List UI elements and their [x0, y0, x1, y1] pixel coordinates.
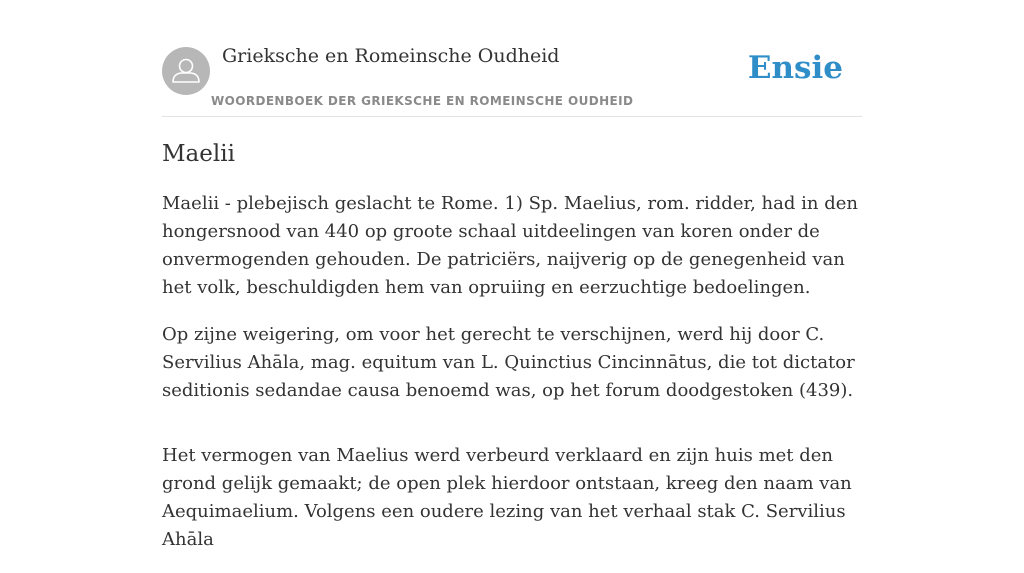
- article-paragraph-2: Op zijne weigering, om voor het gerecht te verschijnen, werd hij door C. Servilius Ahāla, mag. equitum van L. Quinctius Cincinnātus, die tot dictator seditionis sedandae causa benoemd was, op het forum doodgestoken (439).: [162, 324, 855, 401]
- site-subtitle: WOORDENBOEK DER GRIEKSCHE EN ROMEINSCHE OUDHEID: [211, 94, 634, 108]
- site-header: [162, 0, 862, 117]
- site-title[interactable]: Grieksche en Romeinsche Oudheid: [222, 45, 560, 67]
- article-title: Maelii: [162, 141, 235, 167]
- ensie-logo[interactable]: Ensie: [747, 50, 843, 86]
- article: [162, 138, 872, 573]
- user-icon[interactable]: [162, 47, 210, 95]
- article-paragraph-3: Het vermogen van Maelius werd verbeurd verklaard en zijn huis met den grond gelijk gemaakt; de open plek hierdoor ontstaan, kreeg den naam van Aequimaelium. Volgens een oudere lezing van het verhaal stak C. Servilius Ahāla: [162, 445, 852, 550]
- article-paragraph-1: Maelii - plebejisch geslacht te Rome. 1) Sp. Maelius, rom. ridder, had in den hongersnood van 440 op groote schaal uitdeelingen van koren onder de onvermogenden gehouden. De patriciërs, naijverig op de genegenheid van het volk, beschuldigden hem van opruiing en eerzuchtige bedoelingen.: [162, 193, 858, 298]
